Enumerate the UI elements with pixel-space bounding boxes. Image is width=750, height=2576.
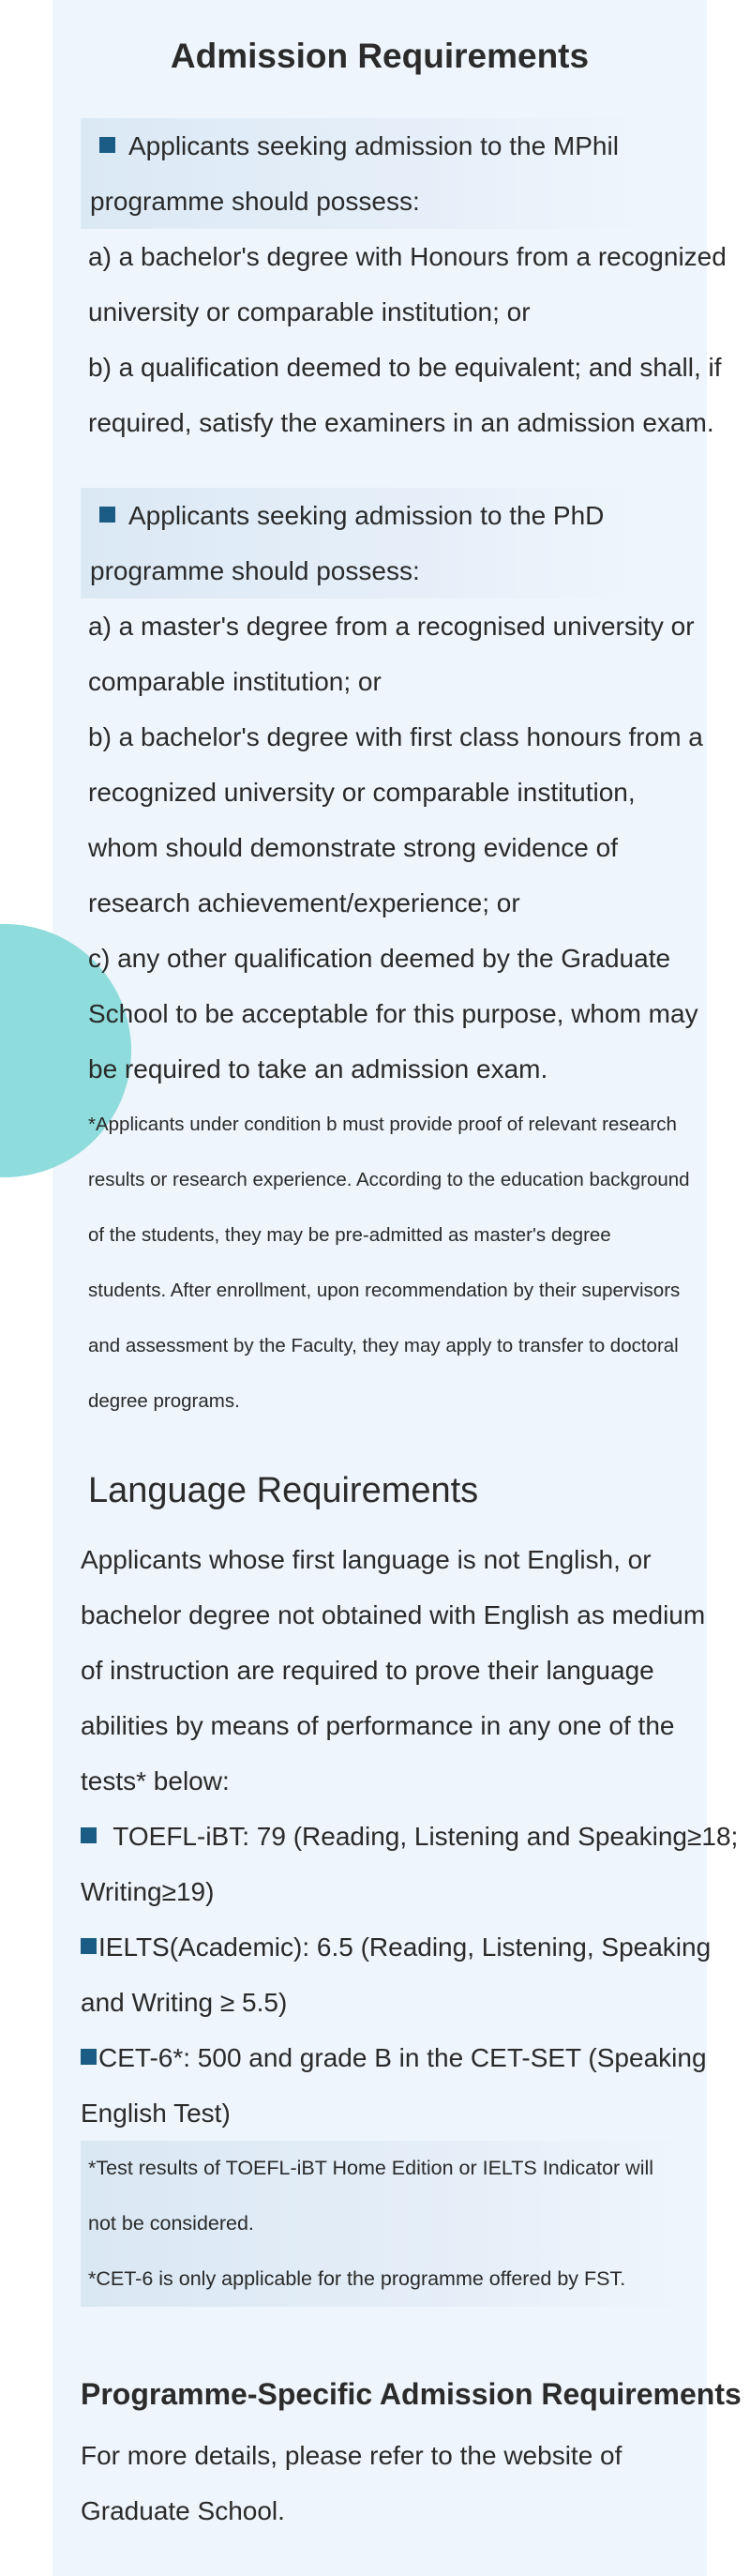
phd-note-line: of the students, they may be pre-admitted as master's degree — [88, 1224, 611, 1246]
phd-requirement-line: recognized university or comparable institution, — [88, 778, 636, 807]
mphil-requirement-line: required, satisfy the examiners in an admission exam. — [88, 408, 714, 437]
language-intro-line: abilities by means of performance in any one of the — [81, 1711, 675, 1740]
phd-requirement-line: a) a master's degree from a recognised university or — [88, 612, 695, 641]
test-item-toefl-continued: Writing≥19) — [81, 1877, 215, 1906]
phd-requirement-line: research achievement/experience; or — [88, 888, 520, 917]
language-note-line: *CET-6 is only applicable for the programme offered by FST. — [88, 2267, 626, 2290]
phd-section — [52, 488, 707, 1429]
test-item-ielts: IELTS(Academic): 6.5 (Reading, Listening, Speaking — [81, 1919, 707, 1975]
phd-requirement-line: be required to take an admission exam. — [88, 1054, 548, 1083]
programme-text-line: Graduate School. — [81, 2496, 285, 2525]
language-intro-line: of instruction are required to prove their language — [81, 1656, 654, 1685]
programme-text-line: For more details, please refer to the website of — [81, 2441, 622, 2470]
language-intro-line: Applicants whose first language is not English, or — [81, 1545, 652, 1574]
phd-requirement-line: whom should demonstrate strong evidence of — [88, 833, 618, 862]
test-item-ielts-continued: and Writing ≥ 5.5) — [81, 1988, 288, 2017]
test-item-toefl: TOEFL-iBT: 79 (Reading, Listening and Speaking≥18; — [81, 1809, 707, 1864]
mphil-heading-line: programme should possess: — [90, 187, 420, 216]
test-item-cet6: CET-6*: 500 and grade B in the CET-SET (Speaking — [81, 2030, 707, 2085]
phd-note-line: students. After enrollment, upon recommendation by their supervisors — [88, 1280, 681, 1301]
phd-requirement-line: b) a bachelor's degree with first class honours from a — [88, 722, 703, 751]
language-note-line: *Test results of TOEFL-iBT Home Edition or IELTS Indicator will — [88, 2157, 654, 2179]
mphil-requirement-line: b) a qualification deemed to be equivalent; and shall, if — [88, 353, 722, 382]
test-item-cet6-continued: English Test) — [81, 2099, 231, 2128]
phd-heading-block — [81, 488, 647, 599]
mphil-heading-block — [81, 118, 647, 229]
mphil-requirement-line: a) a bachelor's degree with Honours from a recognized — [88, 242, 727, 271]
language-section — [52, 1458, 739, 2307]
phd-note-line: degree programs. — [88, 1390, 240, 1412]
language-heading: Language Requirements — [88, 1471, 479, 1510]
phd-requirement-line: comparable institution; or — [88, 667, 382, 696]
square-bullet-icon — [81, 1827, 97, 1843]
mphil-heading-line: Applicants seeking admission to the MPhil — [90, 118, 647, 174]
language-intro-line: tests* below: — [81, 1766, 230, 1796]
phd-note-line: *Applicants under condition b must provide proof of relevant research — [88, 1114, 677, 1135]
mphil-requirement-line: university or comparable institution; or — [88, 297, 531, 326]
square-bullet-icon — [99, 137, 115, 153]
page-title: Admission Requirements — [170, 37, 590, 75]
square-bullet-icon — [99, 507, 115, 523]
mphil-section — [52, 118, 727, 450]
phd-note-line: and assessment by the Faculty, they may apply to transfer to doctoral — [88, 1335, 679, 1356]
language-intro-line: bachelor degree not obtained with English as medium — [81, 1600, 706, 1629]
language-notes-box — [81, 2141, 684, 2307]
square-bullet-icon — [81, 2049, 97, 2065]
phd-requirement-line: School to be acceptable for this purpose, whom may — [88, 999, 698, 1028]
phd-heading-line: Applicants seeking admission to the PhD — [90, 488, 647, 543]
phd-note-line: results or research experience. According to the education background — [88, 1169, 690, 1190]
phd-requirement-line: c) any other qualification deemed by the Graduate — [88, 944, 671, 973]
programme-section — [52, 2366, 742, 2538]
programme-heading: Programme-Specific Admission Requirements — [81, 2377, 742, 2411]
square-bullet-icon — [81, 1938, 97, 1954]
phd-heading-line: programme should possess: — [90, 556, 420, 585]
language-note-line: not be considered. — [88, 2212, 254, 2235]
